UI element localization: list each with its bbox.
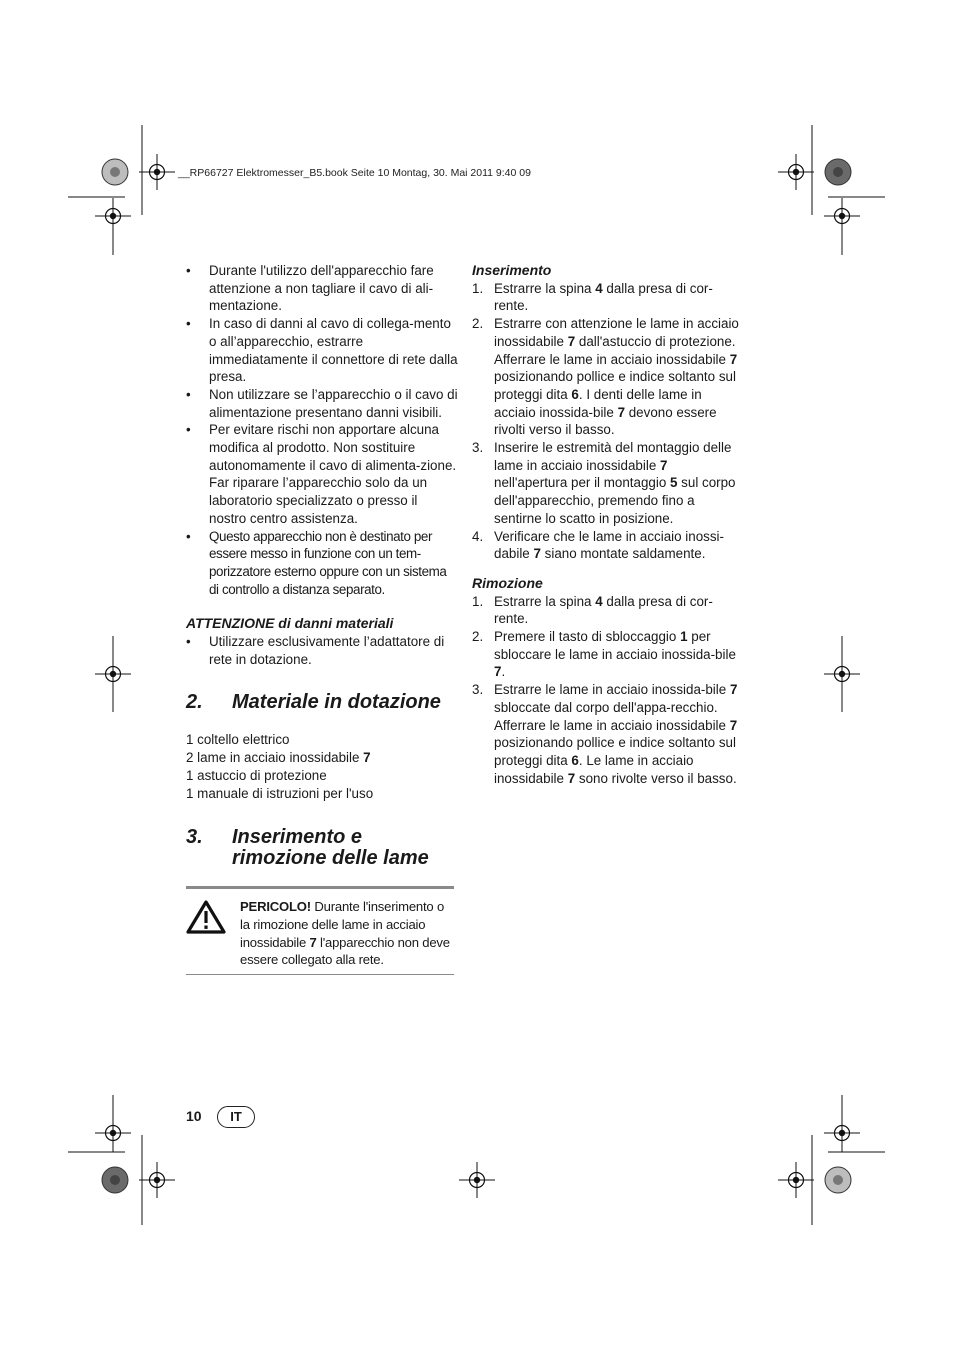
list-item: • Non utilizzare se l’apparecchio o il cavo di alimentazione presentano danni visibili. (186, 386, 458, 421)
step-item: 2. Estrarre con attenzione le lame in acciaio inossidabile 7 dall'astuccio di protezione. Afferrare le lame in acciaio inossidabile 7 posizionando pollice e indice soltanto sul proteggi dita 6. I denti delle lame in acciaio inossida-bile 7 devono essere rivolti verso il basso. (472, 316, 739, 438)
inserimento-steps (472, 280, 744, 563)
list-item: 1 manuale di istruzioni per l'uso (186, 785, 374, 801)
warning-triangle-icon (186, 898, 240, 969)
left-column (186, 262, 458, 975)
step-number: 1. (472, 280, 484, 296)
language-badge: IT (217, 1106, 255, 1128)
section-number: 3. (186, 826, 203, 849)
danger-warning-text: PERICOLO! Durante l'inserimento o la rimozione delle lame in acciaio inossidabile 7 l'apparecchio non deve essere collegato alla rete. (240, 899, 450, 968)
step-number: 2. (472, 629, 484, 645)
step-item: 2. Premere il tasto di sbloccaggio 1 per sbloccare le lame in acciaio inossida-bile 7. (472, 629, 736, 680)
step-number: 4. (472, 528, 484, 544)
step-item: 1. Estrarre la spina 4 dalla presa di cor-rente. (472, 593, 713, 627)
list-item: 1 astuccio di protezione (186, 767, 327, 783)
page-number: 10 (186, 1108, 202, 1124)
list-item: 1 coltello elettrico (186, 732, 290, 748)
step-item: 3. Estrarre le lame in acciaio inossida-bile 7 sbloccate dal corpo dell'appa-recchio. Afferrare le lame in acciaio inossidabile 7 posizionando pollice e indice soltanto sul proteggi dita 6. Le lame in acciaio inossidabile 7 sono rivolte verso il basso. (472, 682, 738, 786)
danger-warning-box (186, 886, 454, 975)
step-number: 2. (472, 316, 484, 332)
file-info-header: __RP66727 Elektromesser_B5.book Seite 10 Montag, 30. Mai 2011 9:40 09 (178, 167, 531, 179)
section-title: Inserimento e rimozione delle lame (232, 826, 429, 870)
step-item: 1. Estrarre la spina 4 dalla presa di cor-rente. (472, 280, 713, 314)
step-number: 1. (472, 593, 484, 609)
right-column (472, 262, 744, 787)
list-item: 2 lame in acciaio inossidabile 7 (186, 750, 371, 766)
inserimento-heading: Inserimento (472, 262, 552, 278)
safety-list (186, 262, 458, 598)
list-item: • Utilizzare esclusivamente l’adattatore di rete in dotazione. (186, 633, 458, 668)
section-number: 2. (186, 691, 203, 714)
section-title: Materiale in dotazione (232, 691, 441, 714)
list-item: • Questo apparecchio non è destinato per essere messo in funzione con un tem-porizzatore esterno oppure con un sistema di controllo a distanza separato. (186, 528, 458, 599)
step-item: 4. Verificare che le lame in acciaio inossi-dabile 7 siano montate saldamente. (472, 528, 724, 562)
list-item: • In caso di danni al cavo di collega-mento o all’apparecchio, estrarre immediatamente il connettore di rete dalla presa. (186, 315, 458, 386)
contents-list (186, 731, 458, 802)
rimozione-heading: Rimozione (472, 574, 543, 591)
section-2-heading (186, 692, 458, 713)
step-number: 3. (472, 682, 484, 698)
attention-heading: ATTENZIONE di danni materiali (186, 615, 394, 632)
list-item: • Durante l'utilizzo dell'apparecchio fare attenzione a non tagliare il cavo di ali-mentazione. (186, 262, 458, 315)
step-item: 3. Inserire le estremità del montaggio delle lame in acciaio inossidabile 7 nell'apertura per il montaggio 5 sul corpo dell'apparecchio, premendo fino a sentirne lo scatto in posizione. (472, 440, 736, 526)
section-3-heading (186, 827, 458, 869)
rimozione-steps (472, 593, 744, 788)
step-number: 3. (472, 440, 484, 456)
attention-list (186, 633, 458, 668)
list-item: • Per evitare rischi non apportare alcuna modifica al prodotto. Non sostituire autonomamente il cavo di alimenta-zione. Far riparare l’apparecchio solo da un laboratorio specializzato o presso il nostro centro assistenza. (186, 421, 458, 527)
